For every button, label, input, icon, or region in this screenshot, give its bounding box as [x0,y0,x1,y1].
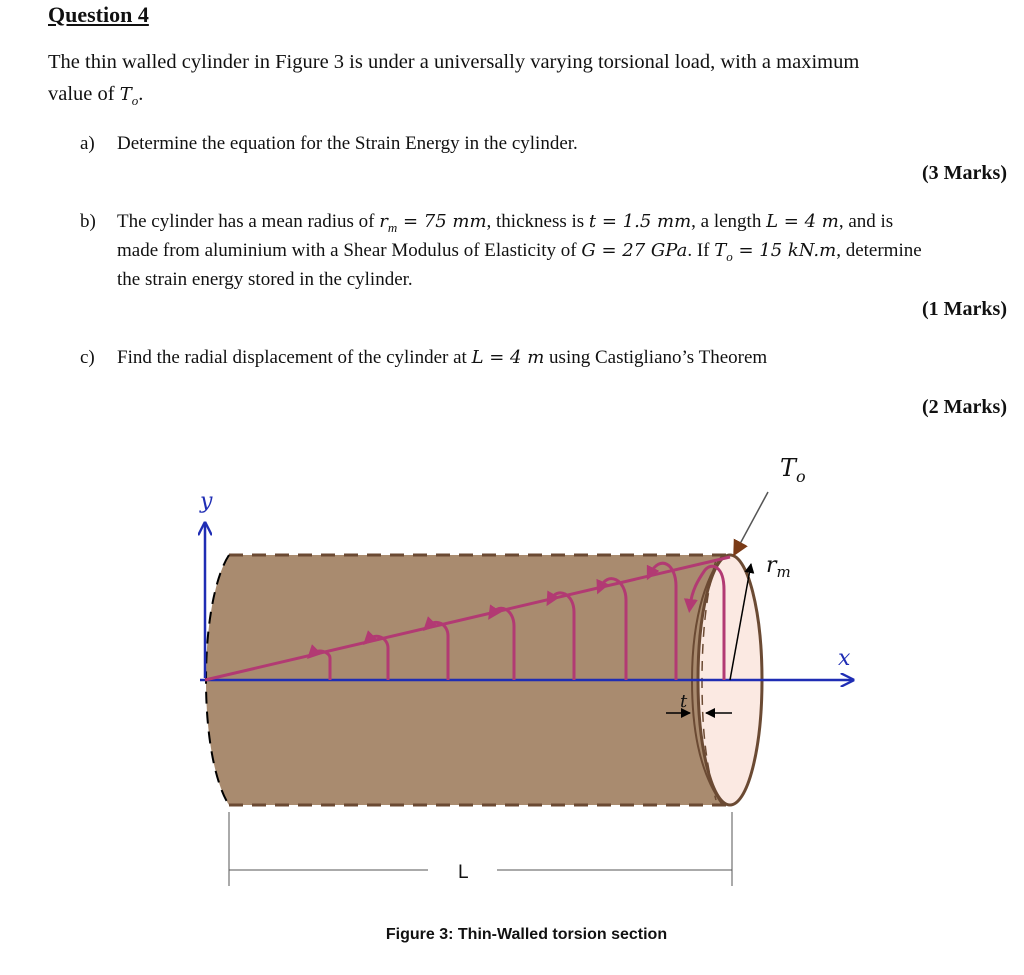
shear-modulus-value: G = 27 GPa [581,240,688,261]
part-b-text: , a length [691,211,767,232]
part-b-line-2 [117,240,922,265]
radius-subscript: m [387,220,398,235]
part-a-label: a) [80,133,95,154]
part-b-text: The cylinder has a mean radius of [117,211,380,232]
intro-prefix: value of [48,83,120,105]
part-b-text: , determine [836,240,922,261]
part-b-label: b) [80,211,96,232]
torsion-figure [0,440,1024,920]
figure-caption: Figure 3: Thin-Walled torsion section [385,926,668,943]
y-axis-label: y [200,489,213,514]
part-b-line-3: the strain energy stored in the cylinder. [117,269,413,290]
torque-value: = 15 kN.m [732,240,837,261]
part-c-marks: (2 Marks) [922,396,1007,418]
part-a-text: Determine the equation for the Strain Energy in the cylinder. [117,133,578,154]
intro-line-1: The thin walled cylinder in Figure 3 is under a universally varying torsional load, with a maximum [48,51,860,73]
x-axis-label: x [838,646,851,671]
part-c-text-start: Find the radial displacement of the cylinder at [117,347,472,368]
torque-arrow [734,492,768,555]
radius-label: $r_m$ [766,553,791,581]
length-value: L = 4 m [766,211,839,232]
torque-symbol: T [119,84,132,105]
part-a-marks: (3 Marks) [922,162,1007,184]
question-title: Question 4 [48,2,149,27]
part-b-marks: (1 Marks) [922,298,1007,320]
torque-symbol: T [714,240,727,261]
part-c-text-end: using Castigliano’s Theorem [544,347,768,368]
part-b-text: made from aluminium with a Shear Modulus of Elasticity of [117,240,582,261]
thickness-label: t [680,691,688,712]
torque-label: $T_o$ [780,454,806,486]
length-label: L [458,862,469,883]
radius-value: = 75 mm [397,211,487,232]
torque-subscript: o [726,249,733,264]
intro-suffix: . [138,83,144,105]
part-b-text: , and is [838,211,894,232]
length-value: L = 4 m [471,347,545,368]
radius-symbol: r [379,211,388,232]
intro-line-2 [48,83,143,109]
part-b-line-1 [117,211,893,236]
part-c-text [117,347,767,369]
part-b-text: . If [687,240,715,261]
thickness-value: t = 1.5 mm [588,211,692,232]
part-b-text: , thickness is [486,211,589,232]
part-c-label: c) [80,347,95,368]
torque-symbol-subscript: o [131,93,139,108]
